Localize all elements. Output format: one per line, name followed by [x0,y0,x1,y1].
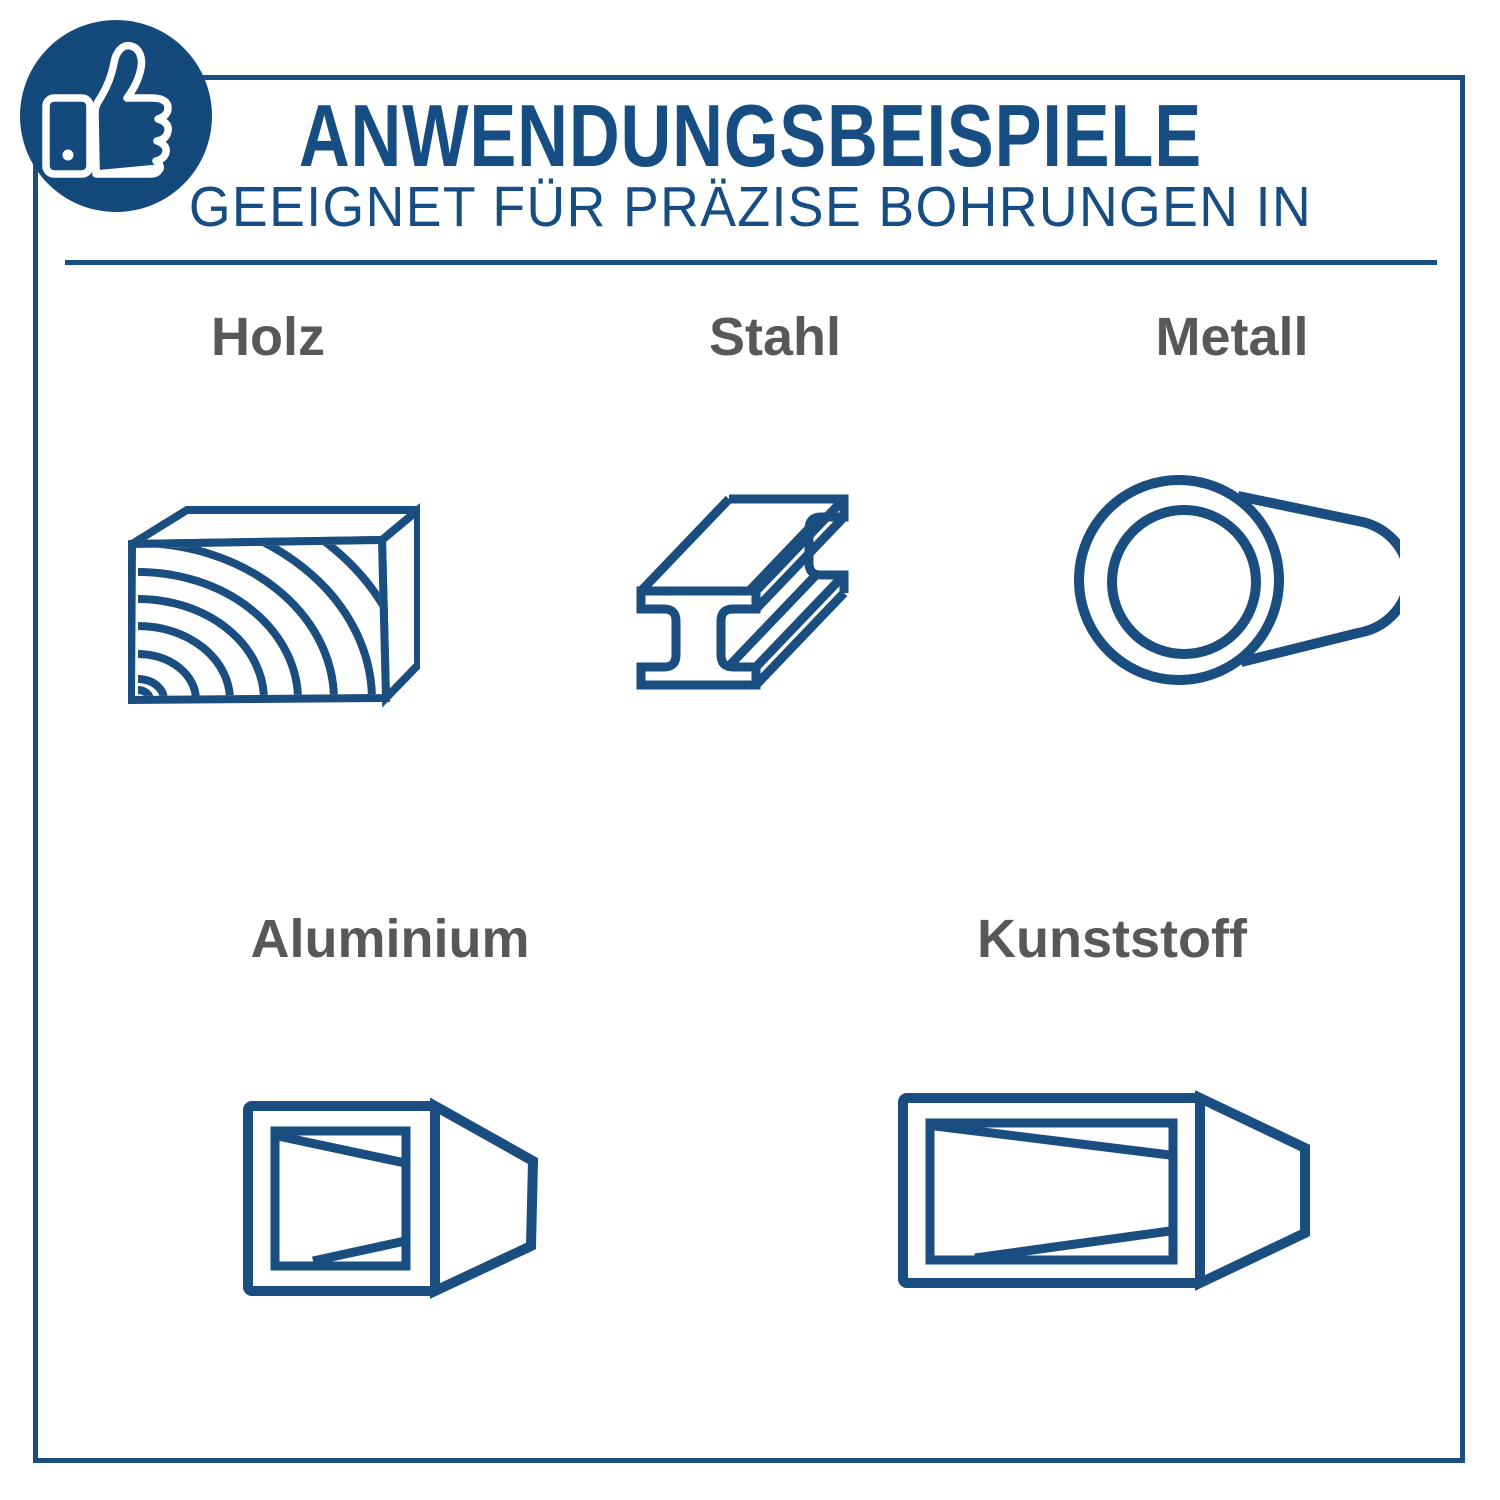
material-label-stahl: Stahl [708,307,842,367]
header-divider [65,260,1437,265]
plastic-profile-icon [893,1088,1315,1298]
material-label-holz: Holz [211,307,325,367]
alu-side-face [435,1106,533,1291]
beam-front-profile [641,591,756,685]
aluminium-profile-icon [238,1093,538,1303]
steel-i-beam-icon [633,483,858,713]
plastic-side-face [1200,1098,1305,1283]
wood-block-icon [128,503,420,713]
metal-pipe-icon [1068,473,1400,688]
page-subtitle: GEEIGNET FÜR PRÄZISE BOHRUNGEN IN [188,175,1312,239]
material-label-metall: Metall [1155,307,1309,367]
material-label-aluminium: Aluminium [250,909,530,969]
page-title: ANWENDUNGSBEISPIELE [298,86,1202,185]
material-label-kunststoff: Kunststoff [977,909,1247,969]
